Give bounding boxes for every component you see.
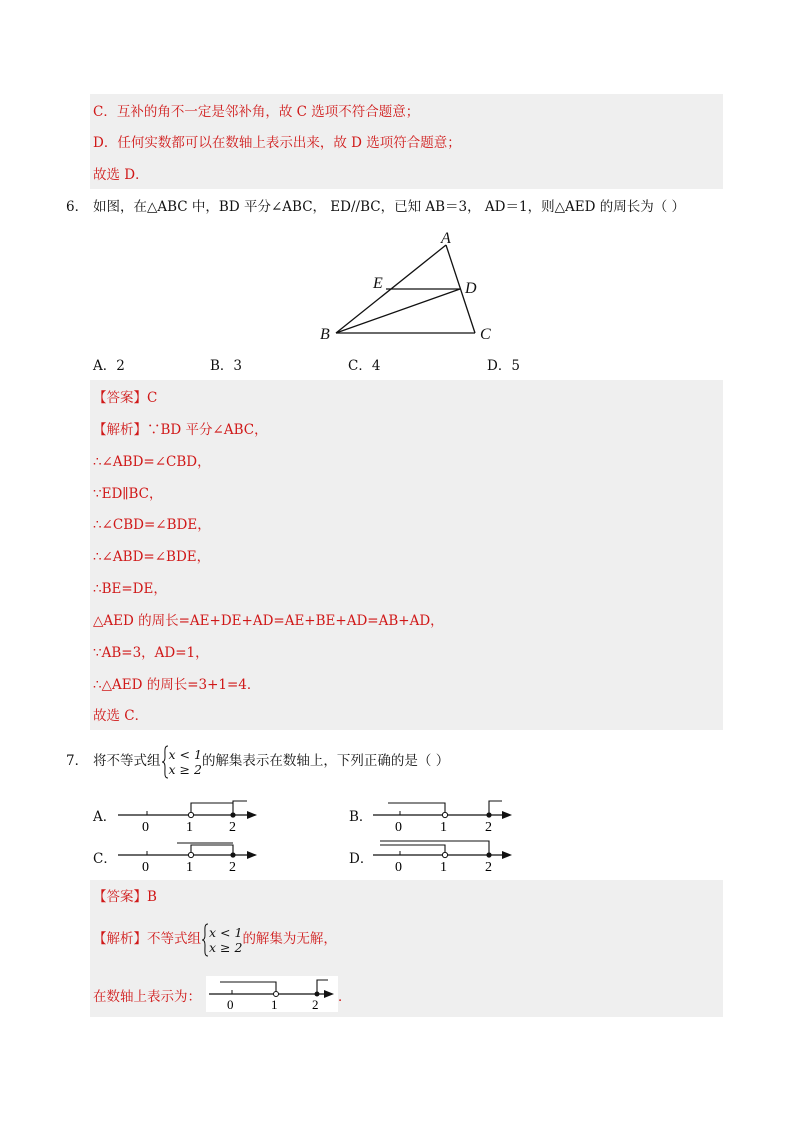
q7-stem xyxy=(66,744,449,779)
tick-1: 1 xyxy=(271,997,278,1012)
q7-option-a-number-line[interactable] xyxy=(115,795,265,835)
q7-analysis xyxy=(93,922,337,957)
q7-option-d-number-line[interactable] xyxy=(370,835,520,875)
prev-choice: 故选 D． xyxy=(93,167,149,183)
q7-analysis-before: 【解析】不等式组 xyxy=(93,931,201,947)
q6-triangle-figure xyxy=(0,225,794,365)
q7-text-after: 的解集表示在数轴上，下列正确的是（ ） xyxy=(201,753,450,769)
tick-2: 2 xyxy=(485,820,492,835)
brace-icon xyxy=(161,745,169,779)
label-b: B xyxy=(320,326,330,343)
q7-inequality-system xyxy=(161,745,202,779)
tick-1: 1 xyxy=(186,820,193,835)
q6-text: 如图，在△ABC 中，BD 平分∠ABC， ED//BC，已知 AB＝3， AD＝1，则△AED 的周长为（ ） xyxy=(93,199,685,215)
q7-analysis-after: 的解集为无解， xyxy=(242,931,337,947)
tick-0: 0 xyxy=(395,820,402,835)
q6-stem xyxy=(66,198,685,216)
q7-number: 7． xyxy=(66,753,89,769)
tick-0: 0 xyxy=(142,820,149,835)
q6-analysis-1: 【解析】∵BD 平分∠ABC， xyxy=(93,422,268,438)
q7-option-a-label[interactable]: A． xyxy=(93,809,117,825)
q7-option-d-label[interactable]: D． xyxy=(349,851,374,867)
brace-icon xyxy=(201,923,209,957)
label-a: A xyxy=(441,230,451,247)
q6-analysis-8: ∵AB=3，AD=1， xyxy=(93,645,209,661)
q6-analysis-2: ∴∠ABD=∠CBD， xyxy=(93,454,211,470)
q6-analysis-7: △AED 的周长=AE+DE+AD=AE+BE+AD=AB+AD， xyxy=(93,613,444,629)
q7-period: ． xyxy=(338,989,352,1005)
q7-answer-number-line xyxy=(206,976,338,1012)
q7-numline-text: 在数轴上表示为： xyxy=(93,989,201,1005)
tick-2: 2 xyxy=(485,860,492,875)
q7-inequality-1: x < 1 xyxy=(168,747,202,762)
label-c: C xyxy=(480,326,491,343)
tick-2: 2 xyxy=(229,820,236,835)
q7-text-before: 将不等式组 xyxy=(93,753,161,769)
q7-analysis-inequality-1: x < 1 xyxy=(209,925,243,940)
q6-option-b[interactable]: B．3 xyxy=(210,358,243,374)
q7-option-b-number-line[interactable] xyxy=(370,795,520,835)
segment-bd xyxy=(336,289,460,333)
q7-option-b-label[interactable]: B． xyxy=(349,809,373,825)
q6-option-a[interactable]: A．2 xyxy=(93,358,125,374)
q6-analysis-4: ∴∠CBD=∠BDE， xyxy=(93,517,211,533)
q6-number: 6． xyxy=(66,199,89,215)
q7-option-c-label[interactable]: C． xyxy=(93,851,117,867)
q6-analysis-3: ∵ED∥BC， xyxy=(93,486,163,502)
prev-option-c-explanation: C．互补的角不一定是邻补角，故 C 选项不符合题意； xyxy=(93,104,420,120)
q6-answer: 【答案】C xyxy=(93,390,158,406)
label-e: E xyxy=(373,275,383,292)
tick-0: 0 xyxy=(395,860,402,875)
q6-analysis-5: ∴∠ABD=∠BDE， xyxy=(93,549,211,565)
tick-2: 2 xyxy=(312,997,319,1012)
q7-analysis-inequality-2: x ≥ 2 xyxy=(209,940,243,955)
q6-analysis-10: 故选 C． xyxy=(93,708,149,724)
q6-analysis-6: ∴BE=DE， xyxy=(93,581,167,597)
q7-answer: 【答案】B xyxy=(93,889,157,905)
tick-1: 1 xyxy=(440,860,447,875)
q7-option-c-number-line[interactable] xyxy=(115,835,265,875)
tick-0: 0 xyxy=(142,860,149,875)
q7-inequality-2: x ≥ 2 xyxy=(168,762,202,777)
tick-1: 1 xyxy=(186,860,193,875)
q6-option-d[interactable]: D．5 xyxy=(487,358,520,374)
q7-answer-number-line-box xyxy=(206,976,338,1012)
q7-analysis-inequality-system xyxy=(201,923,242,957)
prev-option-d-explanation: D．任何实数都可以在数轴上表示出来，故 D 选项符合题意； xyxy=(93,135,461,151)
q6-analysis-9: ∴△AED 的周长=3+1=4． xyxy=(93,677,261,693)
tick-0: 0 xyxy=(227,997,234,1012)
tick-1: 1 xyxy=(440,820,447,835)
tick-2: 2 xyxy=(229,860,236,875)
q6-option-c[interactable]: C．4 xyxy=(348,358,381,374)
label-d: D xyxy=(465,280,477,297)
